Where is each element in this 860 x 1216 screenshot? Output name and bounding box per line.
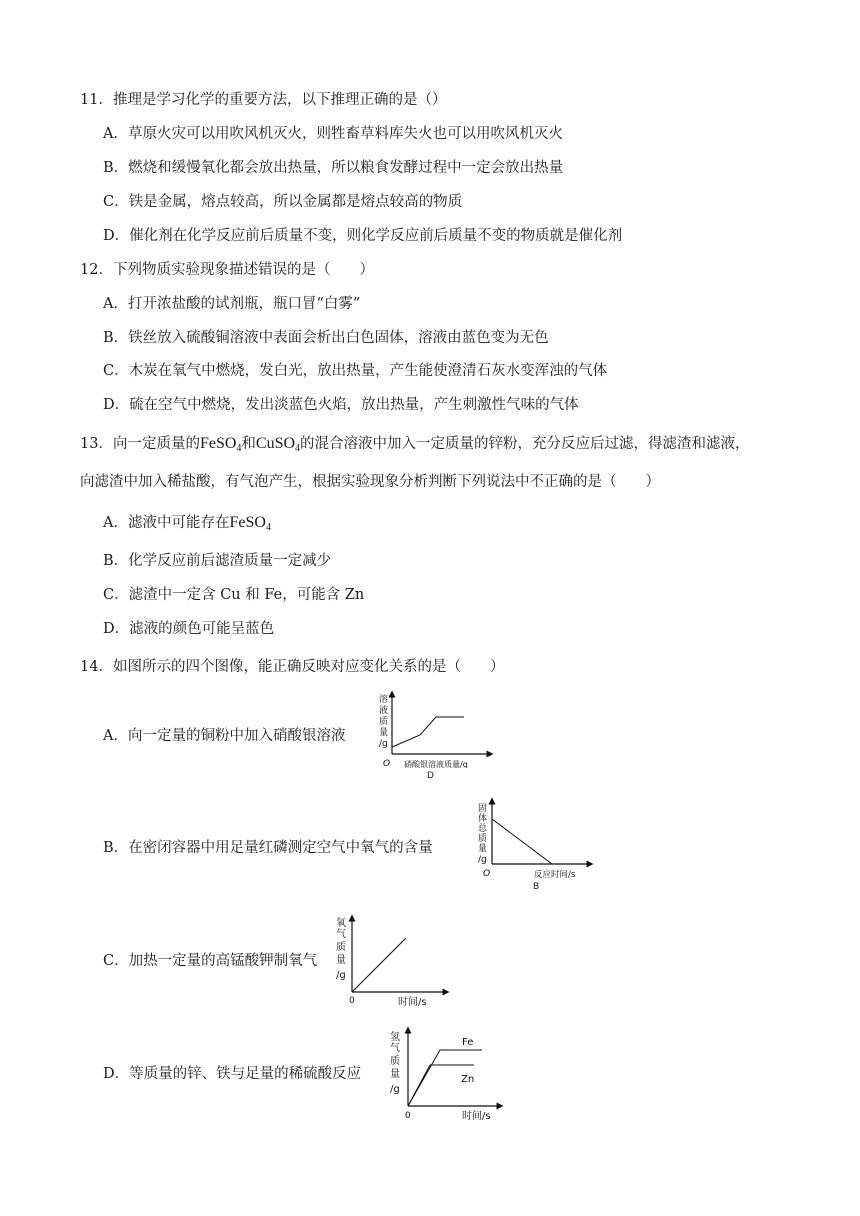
q11-option-c: C．铁是金属，熔点较高，所以金属都是熔点较高的物质	[103, 194, 463, 210]
series-label-fe: Fe	[462, 1037, 474, 1048]
graph-a-tag: D	[427, 771, 434, 781]
x-axis-label: 反应时间/s	[534, 870, 576, 880]
q13-option-d: D．滤液的颜色可能呈蓝色	[103, 621, 275, 637]
q14-option-a: A．向一定量的铜粉中加入硝酸银溶液	[103, 728, 346, 744]
y-axis-label: 氢气质量/g	[390, 1032, 400, 1095]
graph-d	[388, 1026, 504, 1122]
y-axis-label: 固体总质量/g	[478, 804, 488, 865]
q13-stem-line2: 向滤渣中加入稀盐酸，有气泡产生，根据实验现象分析判断下列说法中不正确的是（ ）	[80, 474, 660, 490]
x-axis-label: 时间/s	[398, 997, 427, 1008]
graph-c	[334, 914, 450, 1008]
q12-option-c: C．木炭在氧气中燃烧，发白光，放出热量，产生能使澄清石灰水变浑浊的气体	[103, 363, 608, 379]
graph-b-tag: B	[533, 882, 540, 892]
q11-option-d: D．催化剂在化学反应前后质量不变，则化学反应前后质量不变的物质就是催化剂	[103, 228, 623, 244]
origin-label: O	[383, 759, 391, 768]
feso4-formula: FeSO$_4$	[199, 435, 242, 454]
curve	[492, 819, 552, 864]
origin-label: 0	[349, 996, 355, 1006]
q13-option-c: C．滤渣中一定含 Cu 和 Fe，可能含 Zn	[103, 587, 365, 603]
q14-option-b: B．在密闭容器中用足量红磷测定空气中氧气的含量	[103, 840, 433, 856]
q13-option-a: A．滤液中可能存在FeSO$_4$	[103, 514, 271, 533]
q11-option-a: A．草原火灾可以用吹风机灭火，则牲畜草料库失火也可以用吹风机灭火	[103, 126, 563, 142]
feso4-formula: FeSO$_4$	[229, 514, 271, 533]
q13-and: 和	[241, 436, 256, 452]
x-axis-label: 硝酸银溶液质量/g	[404, 760, 468, 768]
graph-a	[364, 690, 494, 768]
y-axis-label: 溶液质量/g	[379, 695, 389, 749]
q13-stem-prefix: 13．向一定质量的	[80, 436, 200, 452]
origin-label: 0	[405, 1111, 411, 1121]
q14-option-d: D．等质量的锌、铁与足量的稀硫酸反应	[103, 1066, 362, 1082]
y-axis-label: 氧气质量/g	[336, 918, 346, 981]
x-axis-label: 时间/s	[462, 1111, 491, 1122]
cuso4-formula: CuSO$_4$	[255, 435, 301, 454]
q13-option-b: B．化学反应前后滤渣质量一定减少	[103, 553, 332, 569]
q12-option-a: A．打开浓盐酸的试剂瓶，瓶口冒“白雾”	[103, 296, 361, 312]
graph-b	[476, 797, 594, 881]
q13-stem	[80, 434, 750, 459]
q11-stem: 11．推理是学习化学的重要方法，以下推理正确的是（）	[80, 92, 447, 108]
curve	[352, 938, 406, 992]
q14-option-c: C．加热一定量的高锰酸钾制氧气	[103, 953, 318, 969]
q13-stem-suffix: 的混合溶液中加入一定质量的锌粉，充分反应后过滤，得滤渣和滤液，	[300, 436, 750, 452]
q12-option-d: D．硫在空气中燃烧，发出淡蓝色火焰，放出热量，产生刺激性气味的气体	[103, 397, 579, 413]
q12-stem: 12．下列物质实验现象描述错误的是（ ）	[80, 262, 374, 278]
curve	[392, 717, 464, 747]
curve-zn	[408, 1065, 474, 1106]
q12-option-b: B．铁丝放入硫酸铜溶液中表面会析出白色固体，溶液由蓝色变为无色	[103, 330, 549, 346]
q14-stem: 14．如图所示的四个图像，能正确反映对应变化关系的是（ ）	[80, 659, 505, 675]
series-label-zn: Zn	[461, 1074, 475, 1085]
origin-label: O	[483, 869, 491, 879]
q11-option-b: B．燃烧和缓慢氧化都会放出热量，所以粮食发酵过程中一定会放出热量	[103, 160, 564, 176]
